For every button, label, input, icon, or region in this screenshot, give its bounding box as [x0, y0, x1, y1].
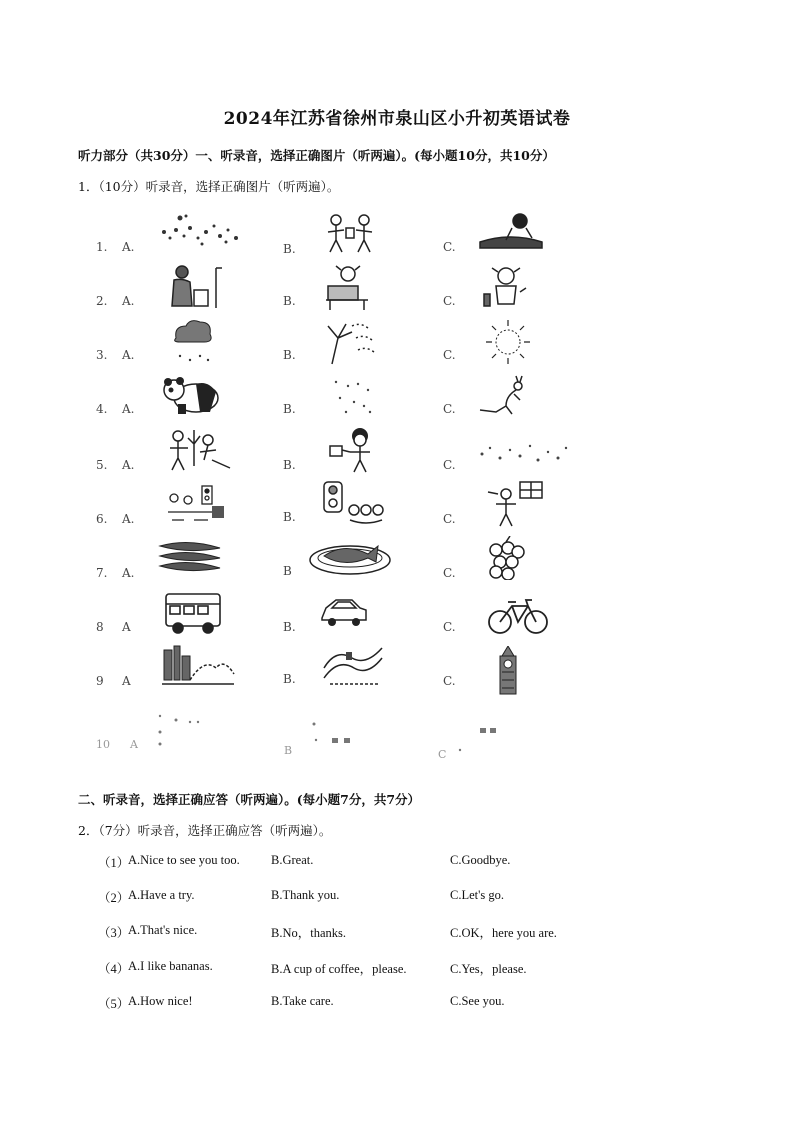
answer-option-c[interactable]: C.See you.	[450, 994, 505, 1008]
option-c-label: C.	[443, 294, 456, 308]
option-a-label: A	[130, 738, 138, 751]
answer-number: （4）	[98, 962, 130, 976]
option-c-label: C.	[443, 240, 456, 254]
picture-row-2	[0, 264, 794, 314]
bicycle-icon[interactable]	[486, 596, 550, 636]
question-2-label: 2．（7分）听录音，选择正确应答（听两遍）。	[78, 823, 332, 838]
part2-header: 二、听录音，选择正确应答（听两遍）。(每小题7分，共7分）	[78, 792, 421, 807]
row-number: 8	[96, 620, 104, 634]
row-number: 3.	[96, 348, 108, 362]
option-a-label: A.	[122, 512, 135, 526]
panda-icon[interactable]	[160, 374, 224, 416]
people-planting-icon[interactable]	[164, 426, 234, 474]
picture-row-5	[0, 426, 794, 476]
option-b-label: B.	[283, 620, 296, 634]
option-a-label: A.	[122, 402, 135, 416]
answer-option-b[interactable]: B.Take care.	[271, 994, 334, 1008]
great-wall-icon[interactable]	[322, 644, 384, 690]
picture-row-7	[0, 536, 794, 586]
option-c-label: C.	[443, 674, 456, 688]
answer-option-a[interactable]: A.Have a try.	[128, 888, 195, 902]
option-a-label: A.	[122, 294, 135, 308]
girl-at-desk-icon[interactable]	[322, 264, 372, 312]
answer-option-b[interactable]: B.Thank you.	[271, 888, 340, 902]
answer-option-c[interactable]: C.Goodbye.	[450, 853, 511, 867]
answer-option-c[interactable]: C.Let's go.	[450, 888, 504, 902]
page-title: 2024年江苏省徐州市泉山区小升初英语试卷	[223, 109, 571, 129]
faint-dots-icon[interactable]	[456, 724, 506, 754]
kangaroo-icon[interactable]	[476, 372, 532, 418]
row-number: 4.	[96, 402, 108, 416]
option-b-label: B.	[283, 242, 296, 256]
answer-number: （3）	[98, 926, 130, 940]
option-b-label: B.	[283, 672, 296, 686]
street-scene-icon[interactable]	[164, 482, 228, 526]
child-cooking-icon[interactable]	[476, 212, 546, 252]
part1-header: 听力部分（共30分）一、听录音，选择正确图片（听两遍）。(每小题10分，共10分）	[78, 148, 555, 163]
option-a-label: A.	[122, 458, 135, 472]
option-b-label: B	[283, 564, 292, 578]
answer-option-c[interactable]: C.OK，here you are.	[450, 926, 557, 940]
option-b-label: B.	[283, 348, 296, 362]
faint-animal-icon[interactable]	[328, 376, 376, 418]
row-number: 5.	[96, 458, 108, 472]
answer-number: （2）	[98, 891, 130, 905]
grapes-icon[interactable]	[486, 536, 526, 580]
sun-icon[interactable]	[484, 318, 532, 366]
option-a-label: A	[122, 674, 131, 688]
answer-option-a[interactable]: A.I like bananas.	[128, 959, 213, 973]
picture-row-6	[0, 480, 794, 530]
row-number: 10	[96, 738, 110, 751]
row-number: 9	[96, 674, 104, 688]
answer-number: （1）	[98, 856, 130, 870]
picture-row-1	[0, 212, 794, 262]
scattered-dots-icon[interactable]	[476, 440, 572, 470]
fish-plate-icon[interactable]	[308, 536, 392, 576]
city-bridge-icon[interactable]	[160, 644, 236, 690]
option-b-label: B.	[283, 458, 296, 472]
answer-option-b[interactable]: B.Great.	[271, 853, 314, 867]
option-c-label: C	[438, 748, 447, 761]
option-b-label: B.	[283, 294, 296, 308]
answer-number: （5）	[98, 997, 130, 1011]
answer-option-c[interactable]: C.Yes，please.	[450, 962, 527, 976]
option-b-label: B	[284, 744, 293, 757]
picture-row-3	[0, 318, 794, 368]
option-a-label: A.	[122, 566, 135, 580]
option-a-label: A	[122, 620, 131, 634]
scattered-dots-icon[interactable]	[156, 212, 246, 252]
wind-tree-icon[interactable]	[322, 318, 378, 366]
option-a-label: A.	[122, 348, 135, 362]
answer-option-b[interactable]: B.No，thanks.	[271, 926, 347, 940]
picture-row-8	[0, 590, 794, 640]
option-c-label: C.	[443, 566, 456, 580]
option-b-label: B.	[283, 402, 296, 416]
person-at-window-icon[interactable]	[484, 480, 544, 528]
picture-row-4	[0, 372, 794, 422]
answer-option-a[interactable]: A.How nice!	[128, 994, 193, 1008]
option-c-label: C.	[443, 402, 456, 416]
person-washing-icon[interactable]	[164, 264, 224, 312]
traffic-light-children-icon[interactable]	[320, 480, 390, 528]
big-ben-icon[interactable]	[496, 646, 520, 696]
answer-option-a[interactable]: A.Nice to see you too.	[128, 853, 240, 867]
boy-watering-icon[interactable]	[326, 426, 376, 474]
option-c-label: C.	[443, 348, 456, 362]
faint-dots-icon[interactable]	[150, 710, 210, 754]
row-number: 2.	[96, 294, 108, 308]
cloud-rain-icon[interactable]	[168, 318, 216, 364]
bus-icon[interactable]	[164, 590, 222, 636]
picture-row-10	[0, 710, 794, 760]
row-number: 1.	[96, 240, 108, 254]
option-c-label: C.	[443, 512, 456, 526]
option-b-label: B.	[283, 510, 296, 524]
option-c-label: C.	[443, 458, 456, 472]
option-a-label: A.	[122, 240, 135, 254]
faint-dots-icon[interactable]	[308, 720, 358, 750]
girl-brushing-icon[interactable]	[480, 264, 530, 312]
answer-option-b[interactable]: B.A cup of coffee，please.	[271, 962, 407, 976]
option-c-label: C.	[443, 620, 456, 634]
answer-option-a[interactable]: A.That's nice.	[128, 923, 198, 937]
row-number: 7.	[96, 566, 108, 580]
children-playing-icon[interactable]	[322, 212, 378, 256]
row-number: 6.	[96, 512, 108, 526]
car-icon[interactable]	[318, 596, 370, 630]
picture-row-9	[0, 644, 794, 694]
fish-bunch-icon[interactable]	[158, 538, 224, 578]
question-1-label: 1．（10分）听录音，选择正确图片（听两遍）。	[78, 179, 340, 194]
